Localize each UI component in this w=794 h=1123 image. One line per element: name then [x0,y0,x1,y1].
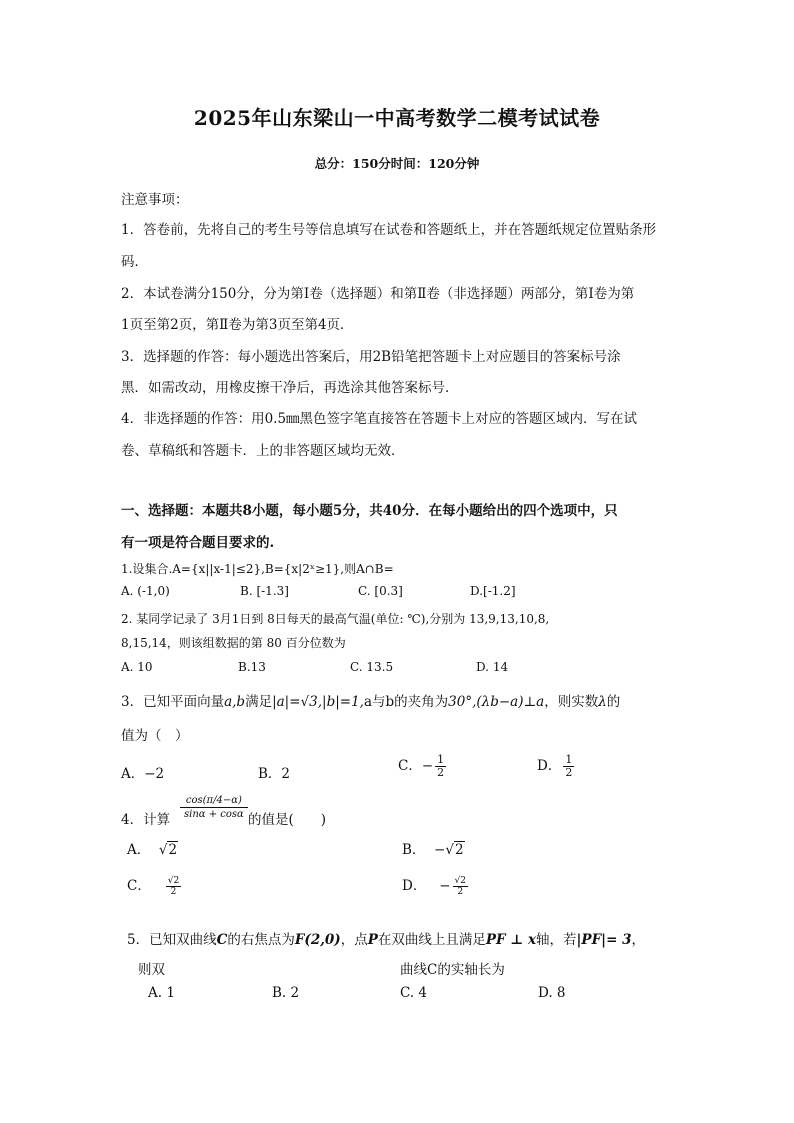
question-1-stem: 1.设集合.A={x||x-1|≤2},B={x|2ˣ≥1},则A∩B= [121,562,394,576]
q1-option-b: B. [-1.3] [240,584,289,598]
q5-option-a: A. 1 [148,985,175,1001]
notice-line: 1．答卷前，先将自己的考生号等信息填写在试卷和答题纸上，并在答题纸规定位置贴条形 [121,222,657,238]
notice-line: 1页至第2页，第Ⅱ卷为第3页至第4页． [121,317,354,333]
q2-option-a: A. 10 [121,660,153,674]
question-4-stem-suffix: 的值是( ) [248,812,327,828]
question-5-stem: 5．已知双曲线C的右焦点为F(2,0)，点P在双曲线上且满足PF ⊥ x轴，若|PF|= 3， [127,932,645,948]
condition-2: 30°,(λb−a)⊥a [448,694,545,710]
q3-option-b: B．2 [258,766,291,782]
section-heading: 有一项是符合题目要求的. [121,535,275,551]
q2-option-b: B.13 [238,660,266,674]
notice-line: 黑．如需改动，用橡皮擦干净后，再选涂其他答案标号． [121,380,459,396]
question-2-stem: 8,15,14，则该组数据的第 80 百分位数为 [121,636,346,650]
question-4-stem-prefix: 4．计算 [121,812,171,828]
q1-option-d: D.[-1.2] [470,584,516,598]
exam-info: 总分：150分时间：120分钟 [314,156,480,171]
condition-1: |a|=√3,|b|=1, [272,694,364,710]
q4-option-b: B． −√2 [402,842,464,858]
q3-option-d: D． $\frac{1}{2}$ [537,753,573,779]
page-title: 2025年山东梁山一中高考数学二模考试试卷 [193,106,601,130]
q5-option-d: D. 8 [538,985,566,1001]
notice-heading: 注意事项： [121,192,189,208]
question-5-stem: 曲线C的实轴长为 [400,962,505,978]
q4-option-c: C． $\frac{√2}{2}$ [127,876,180,897]
q4-option-d: D． − $\frac{√2}{2}$ [402,876,466,897]
section-heading: 一、选择题：本题共8小题，每小题5分，共40分．在每小题给出的四个选项中，只 [121,503,618,519]
question-3-stem: 3．已知平面向量a,b满足|a|=√3,|b|=1,a与b的夹角为30°,(λb−a)⊥a，则实数λ的 [121,694,621,710]
q4-option-a: A． √2 [127,842,178,858]
fraction: $\frac{1}{2}$ [437,753,445,779]
notice-line: 卷、草稿纸和答题卡．上的非答题区域均无效． [121,443,405,459]
q1-option-c: C. [0.3] [358,584,403,598]
vector-vars: a,b [224,694,246,710]
q2-option-c: C. 13.5 [350,660,394,674]
q5-option-b: B. 2 [272,985,300,1001]
q2-option-d: D. 14 [476,660,509,674]
fraction: $\frac{√2}{2}$ [454,876,466,897]
question-5-stem: 则双 [138,962,165,978]
question-3-stem: 值为（ ） [121,728,189,744]
q1-option-a: A. (-1,0) [121,584,170,598]
notice-line: 2．本试卷满分150分，分为第Ⅰ卷（选择题）和第Ⅱ卷（非选择题）两部分，第Ⅰ卷为第 [121,286,635,302]
question-2-stem: 2. 某同学记录了 3月1日到 8日每天的最高气温(单位: ℃),分别为 13,9,13,10,8, [121,612,550,626]
q5-option-c: C. 4 [400,985,428,1001]
notice-line: 3．选择题的作答：每小题选出答案后，用2B铅笔把答题卡上对应题目的答案标号涂 [121,349,621,365]
q3-option-a: A．−2 [121,766,165,782]
q3-option-c: C．− $\frac{1}{2}$ [398,753,445,779]
trig-expression: cos(π/4−α) sinα + cosα [180,794,248,821]
fraction: $\frac{1}{2}$ [565,753,573,779]
notice-line: 码． [121,254,148,270]
notice-line: 4．非选择题的作答：用0.5㎜黑色签字笔直接答在答题卡上对应的答题区域内．写在试 [121,411,638,427]
fraction: $\frac{√2}{2}$ [167,876,180,897]
